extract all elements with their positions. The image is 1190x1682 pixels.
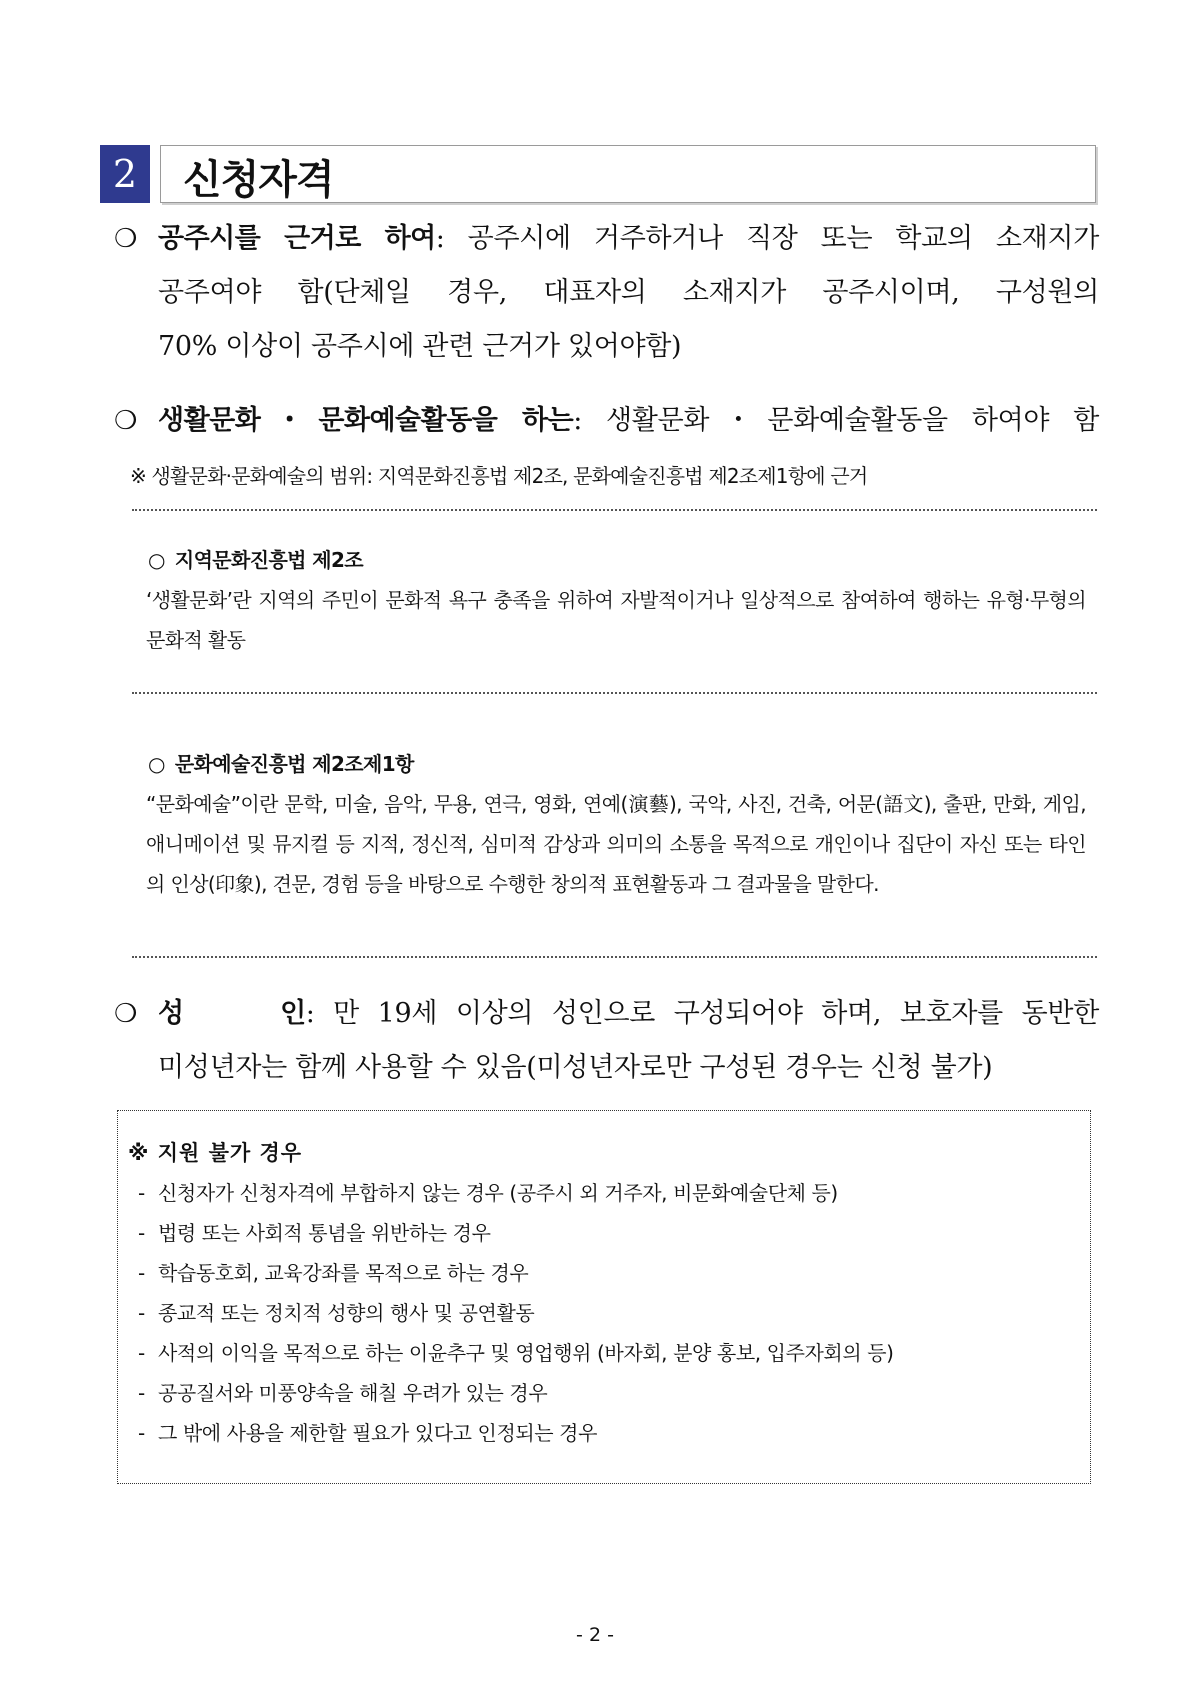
list-item: - 종교적 또는 정치적 성향의 행사 및 공연활동 [138, 1301, 535, 1325]
section-heading [100, 145, 1096, 203]
item-label: 공주시를 근거로 하여 [158, 223, 436, 254]
scope-note: ※ 생활문화·문화예술의 범위: 지역문화진흥법 제2조, 문화예술진흥법 제2조제1항에 근거 [130, 464, 868, 488]
restrictions-box [117, 1110, 1091, 1484]
item-label: 성 인 [158, 998, 306, 1029]
eligibility-item-adult: ❍ 성 인: 만 19세 이상의 성인으로 구성되어야 하며, 보호자를 동반한 미성년자는 함께 사용할 수 있음(미성년자로만 구성된 경우는 신청 불가) [114, 987, 1099, 1095]
eligibility-item-residence: ❍ 공주시를 근거로 하여: 공주시에 거주하거나 직장 또는 학교의 소재지가 공주여야 함(단체일 경우, 대표자의 소재지가 공주시이며, 구성원의 70% 이상이 공주시에 관련 근거가 있어야함) [114, 212, 1099, 374]
dotted-divider [132, 692, 1097, 694]
list-item: - 신청자가 신청자격에 부합하지 않는 경우 (공주시 외 거주자, 비문화예술단체 등) [138, 1181, 838, 1205]
law-excerpt-regional-culture [146, 540, 1086, 660]
restrictions-list [138, 1173, 894, 1453]
small-circle-icon: ○ [148, 548, 165, 572]
list-item: - 공공질서와 미풍양속을 해칠 우려가 있는 경우 [138, 1381, 548, 1405]
law-title: 지역문화진흥법 제2조 [174, 548, 364, 572]
list-item: - 그 밖에 사용을 제한할 필요가 있다고 인정되는 경우 [138, 1421, 598, 1445]
circle-bullet-icon: ❍ [114, 406, 138, 436]
section-number: 2 [100, 145, 150, 203]
circle-bullet-icon: ❍ [114, 999, 138, 1029]
list-item: - 사적의 이익을 목적으로 하는 이윤추구 및 영업행위 (바자회, 분양 홍보, 입주자회의 등) [138, 1341, 894, 1365]
list-item: - 학습동호회, 교육강좌를 목적으로 하는 경우 [138, 1261, 529, 1285]
item-label: 생활문화・문화예술활동을 하는 [158, 405, 574, 436]
dotted-divider [132, 956, 1097, 958]
list-item: - 법령 또는 사회적 통념을 위반하는 경우 [138, 1221, 491, 1245]
section-title: 신청자격 [183, 157, 334, 203]
eligibility-item-activity: ❍ 생활문화・문화예술활동을 하는: 생활문화・문화예술활동을 하여야 함 [114, 394, 1099, 448]
small-circle-icon: ○ [148, 752, 165, 776]
law-title: 문화예술진흥법 제2조제1항 [174, 752, 414, 776]
dotted-divider [132, 509, 1097, 511]
restrictions-title: ※ 지원 불가 경우 [128, 1141, 303, 1165]
section-title-box [160, 145, 1096, 203]
page-number: - 2 - [576, 1624, 614, 1646]
law-body: ‘생활문화’란 지역의 주민이 문화적 욕구 충족을 위하여 자발적이거나 일상적으로 참여하여 행하는 유형·무형의 문화적 활동 [146, 588, 1086, 652]
law-excerpt-culture-arts [146, 744, 1086, 904]
circle-bullet-icon: ❍ [114, 224, 138, 254]
law-body: “문화예술”이란 문학, 미술, 음악, 무용, 연극, 영화, 연예(演藝), 국악, 사진, 건축, 어문(語文), 출판, 만화, 게임, 애니메이션 및 뮤지컬 등 지적, 정신적, 심미적 감상과 의미의 소통을 목적으로 개인이나 집단이 자신 또는 타인의 인상(印象), 견문, 경험 등을 바탕으로 수행한 창의적 표현활동과 그 결과물을 말한다. [146, 792, 1086, 896]
